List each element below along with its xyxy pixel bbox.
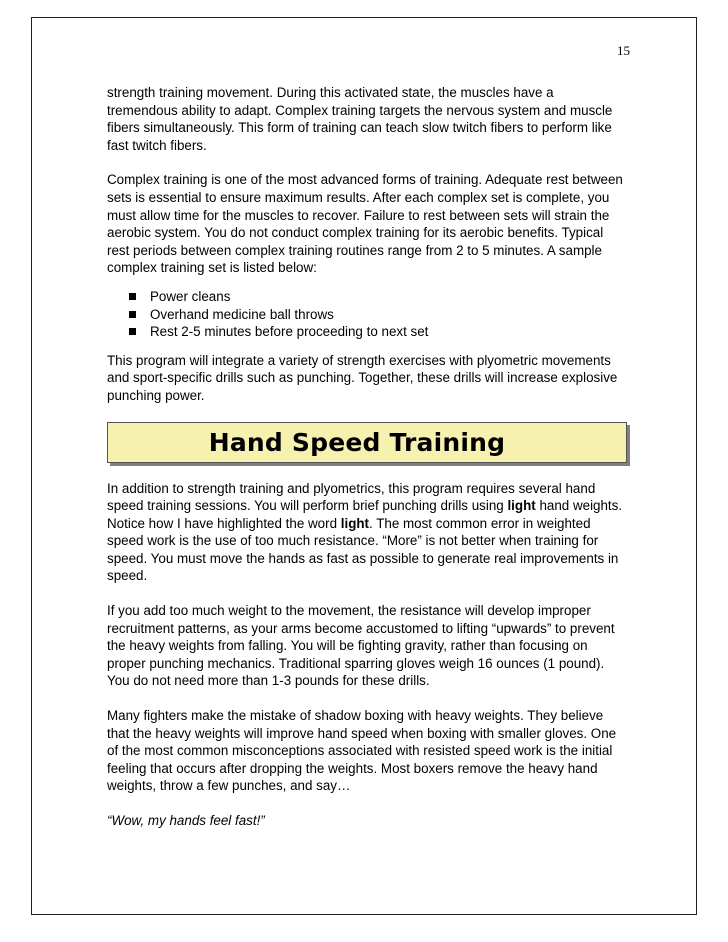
document-body	[107, 84, 627, 847]
paragraph-rest-between-sets: Complex training is one of the most advanced forms of training. Adequate rest between sets is essential to ensure maximum results. After each complex set is complete, you must allow time for the muscles to recover. Failure to rest between sets will strain the aerobic system. You do not conduct complex training for its aerobic benefits. Typical rest periods between complex training routines range from 2 to 5 minutes. A sample complex training set is listed below:	[107, 172, 623, 276]
section-heading-banner	[107, 422, 627, 463]
paragraph-complex-training-intro: strength training movement. During this activated state, the muscles have a tremendous ability to adapt. Complex training targets the nervous system and muscle fibers simultaneously. This form of training can teach slow twitch fibers to perform like fast twitch fibers.	[107, 85, 613, 153]
square-bullet-icon	[129, 328, 136, 335]
list-item	[107, 306, 627, 324]
paragraph-program-integration: This program will integrate a variety of strength exercises with plyometric movements and sport-specific drills such as punching. Together, these drills will increase explosive punching power.	[107, 352, 618, 403]
list-item-label: Power cleans	[150, 288, 231, 304]
paragraph-hand-speed-sessions	[107, 480, 627, 586]
text-run: . The most common error in weighted speed work is the use of too much resistance. “More” is not better when training for speed. You must move the hands as fast as possible to generate real improvements in speed.	[107, 515, 619, 584]
square-bullet-icon	[129, 293, 136, 300]
bold-word-light: light	[340, 515, 370, 531]
paragraph-shadow-boxing: Many fighters make the mistake of shadow boxing with heavy weights. They believe that the heavy weights will improve hand speed when boxing with smaller gloves. One of the most common misconceptions associated with resisted speed work is the initial feeling that occurs after dropping the weights. Most boxers remove the heavy hand weights, throw a few punches, and say…	[107, 708, 617, 794]
bold-word-light: light	[507, 498, 536, 514]
list-item-label: Rest 2-5 minutes before proceeding to next set	[150, 324, 429, 340]
sample-set-list	[107, 288, 627, 341]
page-number: 15	[617, 43, 630, 58]
square-bullet-icon	[129, 311, 136, 318]
section-heading: Hand Speed Training	[208, 427, 506, 457]
text-run: hand weights. Notice how I have highlighted the word	[107, 498, 623, 531]
paragraph-too-much-weight: If you add too much weight to the movement, the resistance will develop improper recruitment patterns, as your arms become accustomed to lifting “upwards” to prevent the heavy weights from falling. You will be fighting gravity, rather than focusing on proper punching mechanics. Traditional sparring gloves weigh 16 ounces (1 pound). You do not need more than 1-3 pounds for these drills.	[107, 603, 615, 689]
text-run: In addition to strength training and plyometrics, this program requires several hand speed training sessions. You will perform brief punching drills using	[107, 480, 596, 514]
list-item-label: Overhand medicine ball throws	[150, 306, 334, 322]
quote: “Wow, my hands feel fast!”	[107, 813, 265, 828]
list-item	[107, 323, 627, 341]
list-item	[107, 288, 627, 306]
